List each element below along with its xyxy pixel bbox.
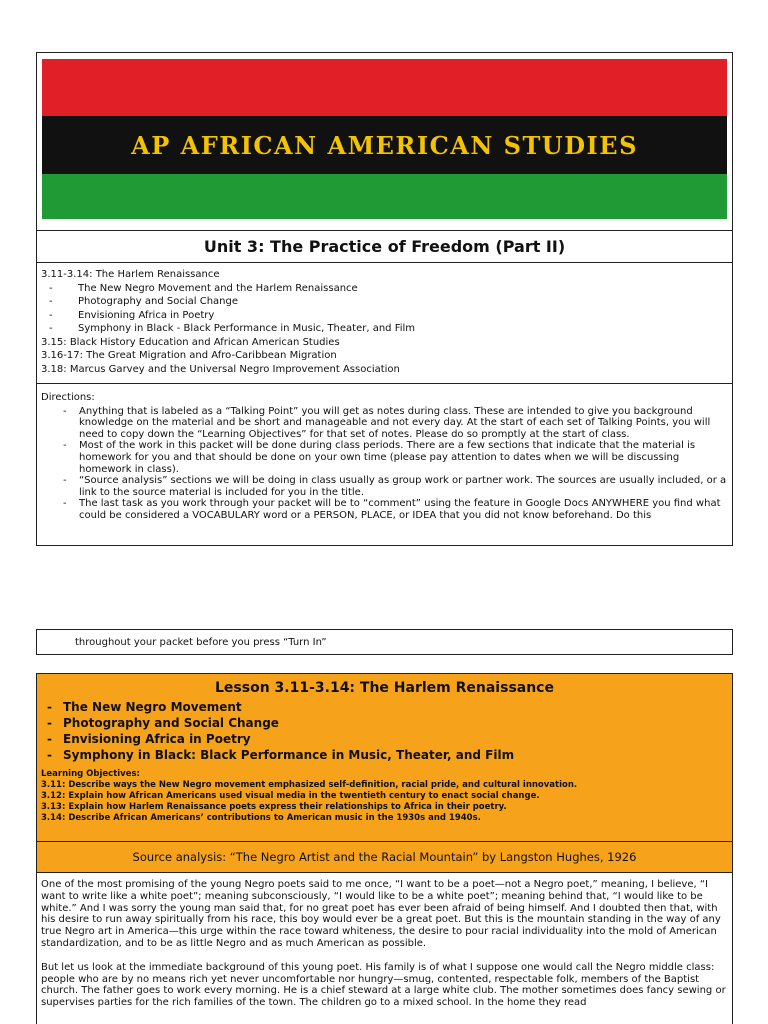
- toc-main-item: 3.16-17: The Great Migration and Afro-Caribbean Migration: [41, 350, 337, 361]
- toc-main-item: 3.15: Black History Education and African American Studies: [41, 336, 340, 348]
- toc-sub-item: - Photography and Social Change: [41, 295, 728, 309]
- essay-paragraph: One of the most promising of the young Negro poets said to me once, “I want to be a poet—not a Negro poet,” meaning, I believe, “I want to write like a white poet”; meaning subconsciously, “I would like to be a white poet”; meaning behind that, “I would like to be white.” And I was sorry the young man said that, for no great poet has ever been afraid of being himself. And I doubted then that, with his desire to run away spiritually from his race, this boy would ever be a great poet. But this is the mountain standing in the way of any true Negro art in America—this urge within the race toward whiteness, the desire to pour racial individuality into the mold of American standardization, and to be as little Negro and as much American as possible.: [41, 879, 721, 949]
- lesson-topic: - Symphony in Black: Black Performance in Music, Theater, and Film: [41, 747, 728, 763]
- toc-sub-item: - The New Negro Movement and the Harlem Renaissance: [41, 282, 728, 296]
- lesson-topic: - The New Negro Movement: [41, 699, 728, 715]
- directions-item: - The last task as you work through your packet will be to “comment” using the feature in Google Docs ANYWHERE you find what could be considered a VOCABULARY word or a PERSON, PLACE, or IDEA that you did not know beforehand. Do this: [41, 498, 728, 521]
- learning-objective: 3.13: Explain how Harlem Renaissance poets express their relationships to Africa in their poetry.: [41, 802, 507, 812]
- toc-main-item: 3.18: Marcus Garvey and the Universal Negro Improvement Association: [41, 363, 400, 375]
- lesson-topic: - Photography and Social Change: [41, 715, 728, 731]
- flag-black-stripe: [42, 116, 727, 174]
- lesson-topic: - Envisioning Africa in Poetry: [41, 731, 728, 747]
- lesson-topics: [41, 699, 728, 763]
- lesson-title: Lesson 3.11-3.14: The Harlem Renaissance: [215, 680, 554, 696]
- learning-objective: 3.12: Explain how African Americans used visual media in the twentieth century to enact social change.: [41, 791, 540, 801]
- toc-main-item: 3.11-3.14: The Harlem Renaissance: [41, 269, 220, 280]
- page-one-frame: [36, 52, 733, 546]
- directions-item: - Most of the work in this packet will be done during class periods. There are a few sections that indicate that the material is homework for you and that should be done on your own time (please pay attention to dates when we will be discussing homework in class).: [41, 440, 728, 475]
- table-of-contents: [37, 262, 732, 384]
- learning-objectives: [41, 769, 728, 824]
- toc-sub-item: - Symphony in Black - Black Performance in Music, Theater, and Film: [41, 322, 728, 336]
- source-analysis-title: Source analysis: “The Negro Artist and the Racial Mountain” by Langston Hughes, 1926: [132, 850, 637, 864]
- lesson-header: [37, 674, 732, 842]
- directions-continuation: throughout your packet before you press “Turn In”: [75, 637, 327, 648]
- directions-list: [41, 406, 728, 522]
- essay-text: [37, 873, 732, 1024]
- directions-item: - Anything that is labeled as a “Talking Point” you will get as notes during class. These are intended to give you background knowledge on the material and be short and manageable and not every day. At the start of each set of Talking Points, you will need to copy down the “Learning Objectives” for that set of notes. Please do so promptly at the start of class.: [41, 406, 728, 441]
- flag-green-stripe: [42, 174, 727, 219]
- directions-item: - “Source analysis” sections we will be doing in class usually as group work or partner work. The sources are usually included, or a link to the source material is included for you in the title.: [41, 475, 728, 498]
- flag-red-stripe: [42, 59, 727, 116]
- unit-title: Unit 3: The Practice of Freedom (Part II): [203, 237, 566, 256]
- pan-african-flag-banner: [42, 59, 727, 219]
- course-title: AP AFRICAN AMERICAN STUDIES: [131, 130, 638, 160]
- learning-objectives-heading: Learning Objectives:: [41, 769, 140, 779]
- directions-section: [37, 386, 732, 545]
- learning-objective: 3.11: Describe ways the New Negro movement emphasized self-definition, racial pride, and cultural innovation.: [41, 780, 578, 790]
- source-analysis-row: [37, 842, 732, 873]
- directions-continuation-box: [36, 629, 733, 655]
- learning-objective: 3.14: Describe African Americans’ contributions to American music in the 1930s and 1940s.: [41, 813, 481, 823]
- essay-paragraph: But let us look at the immediate background of this young poet. His family is of what I suppose one would call the Negro middle class: people who are by no means rich yet never uncomfortable nor hungry—smug, contented, respectable folk, members of the Baptist church. The father goes to work every morning. He is a chief steward at a large white club. The mother sometimes does fancy sewing or supervises parties for the rich families of the town. The children go to a mixed school. In the home they read: [41, 961, 726, 1009]
- toc-sub-item: - Envisioning Africa in Poetry: [41, 309, 728, 323]
- unit-title-row: [37, 230, 732, 263]
- directions-heading: Directions:: [41, 392, 95, 403]
- lesson-frame: [36, 673, 733, 1024]
